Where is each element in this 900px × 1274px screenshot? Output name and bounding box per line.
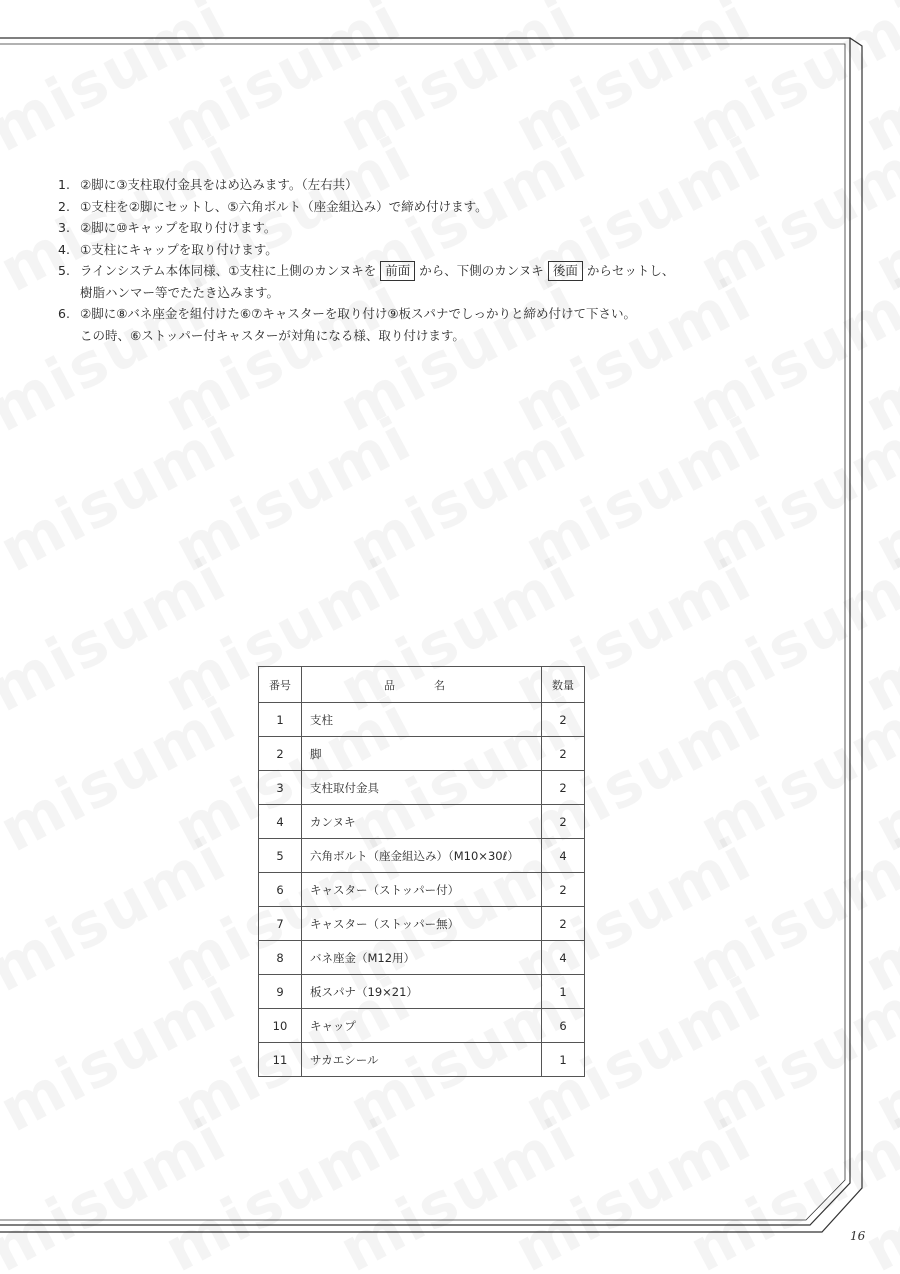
table-header-row <box>259 667 585 703</box>
instruction-number: 5. <box>58 263 70 278</box>
instruction-text: ②脚に⑩キャップを取り付けます。 <box>80 220 277 235</box>
part-quantity-cell: 2 <box>542 805 585 839</box>
header-number: 番号 <box>259 667 302 703</box>
part-number-cell: 4 <box>259 805 302 839</box>
part-quantity-cell: 2 <box>542 703 585 737</box>
instruction-6 <box>58 303 818 346</box>
part-quantity-cell: 2 <box>542 873 585 907</box>
part-number-cell: 1 <box>259 703 302 737</box>
part-number-cell: 8 <box>259 941 302 975</box>
table-row <box>259 839 585 873</box>
part-name-cell: 板スパナ（19×21） <box>302 975 542 1009</box>
instruction-text: ①支柱を②脚にセットし、⑤六角ボルト（座金組込み）で締め付けます。 <box>80 198 488 214</box>
part-quantity-cell: 4 <box>542 941 585 975</box>
instruction-1 <box>58 174 818 196</box>
instruction-text: ②脚に⑧バネ座金を組付けた⑥⑦キャスターを取り付け⑨板スパナでしっかりと締め付けて下さい。 <box>80 306 637 321</box>
part-quantity-cell: 2 <box>542 771 585 805</box>
header-part-name: 品 名 <box>302 667 542 703</box>
table-row <box>259 941 585 975</box>
header-quantity: 数量 <box>542 667 585 703</box>
table-row <box>259 975 585 1009</box>
table-row <box>259 907 585 941</box>
instruction-text: ラインシステム本体同様、①支柱に上側のカンヌキを <box>80 263 377 278</box>
part-name-cell: 支柱 <box>302 703 542 737</box>
part-name-cell: キャスター（ストッパー付） <box>302 873 542 907</box>
part-number-cell: 11 <box>259 1043 302 1077</box>
table-row <box>259 873 585 907</box>
instruction-text: から、下側のカンヌキ <box>419 263 544 278</box>
page-number: 16 <box>850 1229 866 1243</box>
part-quantity-cell: 1 <box>542 975 585 1009</box>
instruction-text: からセットし、 <box>586 263 675 278</box>
instruction-number: 4. <box>58 241 70 257</box>
parts-table-body <box>259 703 585 1077</box>
instruction-number: 1. <box>58 177 70 192</box>
instruction-5 <box>58 260 818 303</box>
part-quantity-cell: 2 <box>542 737 585 771</box>
part-name-cell: 脚 <box>302 737 542 771</box>
instruction-text: ①支柱にキャップを取り付けます。 <box>80 241 278 257</box>
parts-list-table <box>258 666 585 1077</box>
rear-label-box: 後面 <box>548 261 583 281</box>
part-name-cell: キャップ <box>302 1009 542 1043</box>
part-quantity-cell: 6 <box>542 1009 585 1043</box>
instruction-2 <box>58 196 818 218</box>
part-name-cell: 支柱取付金具 <box>302 771 542 805</box>
instruction-continuation: この時、⑥ストッパー付キャスターが対角になる様、取り付けます。 <box>80 327 465 343</box>
instruction-continuation: 樹脂ハンマー等でたたき込みます。 <box>80 284 280 300</box>
part-number-cell: 6 <box>259 873 302 907</box>
part-name-cell: 六角ボルト（座金組込み）（M10×30ℓ） <box>302 839 542 873</box>
part-name-cell: カンヌキ <box>302 805 542 839</box>
front-label-box: 前面 <box>380 261 415 281</box>
instruction-number: 6. <box>58 306 70 321</box>
part-number-cell: 2 <box>259 737 302 771</box>
instruction-text: ②脚に③支柱取付金具をはめ込みます。（左右共） <box>80 177 358 192</box>
instruction-number: 3. <box>58 220 70 235</box>
part-name-cell: キャスター（ストッパー無） <box>302 907 542 941</box>
part-name-cell: バネ座金（M12用） <box>302 941 542 975</box>
assembly-instructions <box>58 174 818 346</box>
part-quantity-cell: 4 <box>542 839 585 873</box>
part-quantity-cell: 2 <box>542 907 585 941</box>
table-row <box>259 703 585 737</box>
part-name-cell: サカエシール <box>302 1043 542 1077</box>
part-number-cell: 5 <box>259 839 302 873</box>
part-number-cell: 9 <box>259 975 302 1009</box>
table-row <box>259 805 585 839</box>
table-row <box>259 1043 585 1077</box>
table-row <box>259 1009 585 1043</box>
instruction-4 <box>58 239 818 261</box>
part-quantity-cell: 1 <box>542 1043 585 1077</box>
part-number-cell: 10 <box>259 1009 302 1043</box>
instruction-number: 2. <box>58 198 70 214</box>
part-number-cell: 3 <box>259 771 302 805</box>
table-row <box>259 737 585 771</box>
part-number-cell: 7 <box>259 907 302 941</box>
table-row <box>259 771 585 805</box>
instruction-3 <box>58 217 818 239</box>
